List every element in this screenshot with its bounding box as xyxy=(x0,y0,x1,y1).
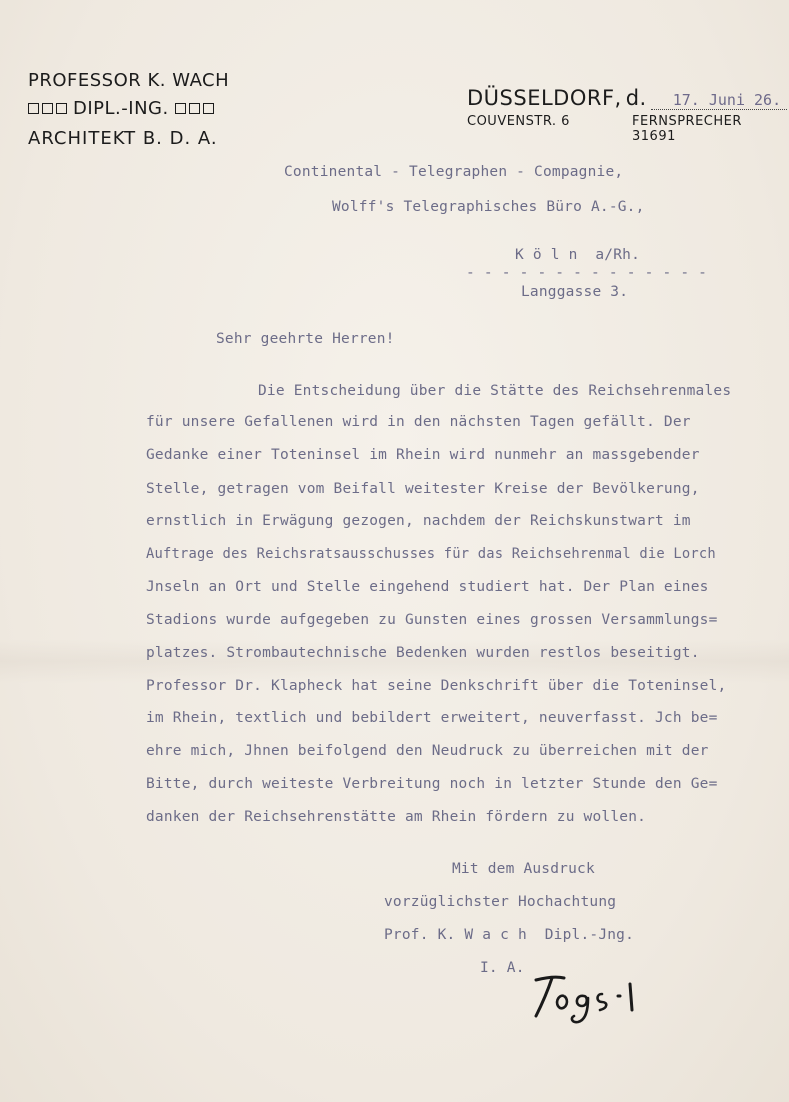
body-line: im Rhein, textlich und bebildert erweitert, neuverfasst. Jch be= xyxy=(146,710,718,726)
handwritten-signature xyxy=(522,966,662,1026)
letterhead-dipl xyxy=(28,98,214,119)
recipient-line1: Continental - Telegraphen - Compagnie, xyxy=(284,164,624,180)
recipient-street: Langgasse 3. xyxy=(521,284,629,300)
body-line: Die Entscheidung über die Stätte des Reichsehrenmales xyxy=(258,383,732,399)
closing-line2: vorzüglichster Hochachtung xyxy=(384,894,617,910)
body-line: ernstlich in Erwägung gezogen, nachdem der Reichskunstwart im xyxy=(146,513,691,529)
decorative-boxes-right xyxy=(175,103,214,114)
letterhead-street: COUVENSTR. 6 xyxy=(467,114,570,129)
decorative-boxes-left xyxy=(28,103,67,114)
letter-date: 17. Juni 26. xyxy=(651,91,787,110)
body-line: danken der Reichsehrenstätte am Rhein fördern zu wollen. xyxy=(146,809,647,825)
letterhead-city: DÜSSELDORF, xyxy=(467,86,622,110)
body-line: Jnseln an Ort und Stelle eingehend studiert hat. Der Plan eines xyxy=(146,579,709,595)
body-line: ehre mich, Jhnen beifolgend den Neudruck zu überreichen mit der xyxy=(146,743,709,759)
body-line: platzes. Strombautechnische Bedenken wurden restlos beseitigt. xyxy=(146,645,700,661)
closing-line1: Mit dem Ausdruck xyxy=(452,861,595,877)
recipient-line2: Wolff's Telegraphisches Büro A.-G., xyxy=(332,199,645,215)
letterhead-name: PROFESSOR K. WACH xyxy=(28,70,230,91)
body-line: Gedanke einer Toteninsel im Rhein wird nunmehr an massgebender xyxy=(146,447,700,463)
letterhead-city-date xyxy=(467,86,787,110)
body-line: Stelle, getragen vom Beifall weitester Kreise der Bevölkerung, xyxy=(146,481,700,497)
letterhead-architect: ARCHITEKT B. D. A. xyxy=(28,128,218,149)
body-line: Stadions wurde aufgegeben zu Gunsten eines grossen Versammlungs= xyxy=(146,612,718,628)
body-line: Professor Dr. Klapheck hat seine Denkschrift über die Toteninsel, xyxy=(146,678,727,694)
body-line: Auftrage des Reichsratsausschusses für das Reichsehrenmal die Lorch xyxy=(146,546,716,562)
salutation: Sehr geehrte Herren! xyxy=(216,331,395,347)
recipient-city: K ö l n a/Rh. xyxy=(515,247,641,263)
letterhead-d: d. xyxy=(625,86,647,110)
letterhead-phone: FERNSPRECHER 31691 xyxy=(632,114,742,144)
closing-line3: Prof. K. W a c h Dipl.-Jng. xyxy=(384,927,635,943)
recipient-underline: - - - - - - - - - - - - - - xyxy=(466,265,708,281)
closing-ia: I. A. xyxy=(480,960,525,976)
body-line: für unsere Gefallenen wird in den nächsten Tagen gefällt. Der xyxy=(146,414,691,430)
letterhead-dipl-text: DIPL.-ING. xyxy=(73,98,169,119)
body-line: Bitte, durch weiteste Verbreitung noch in letzter Stunde den Ge= xyxy=(146,776,718,792)
